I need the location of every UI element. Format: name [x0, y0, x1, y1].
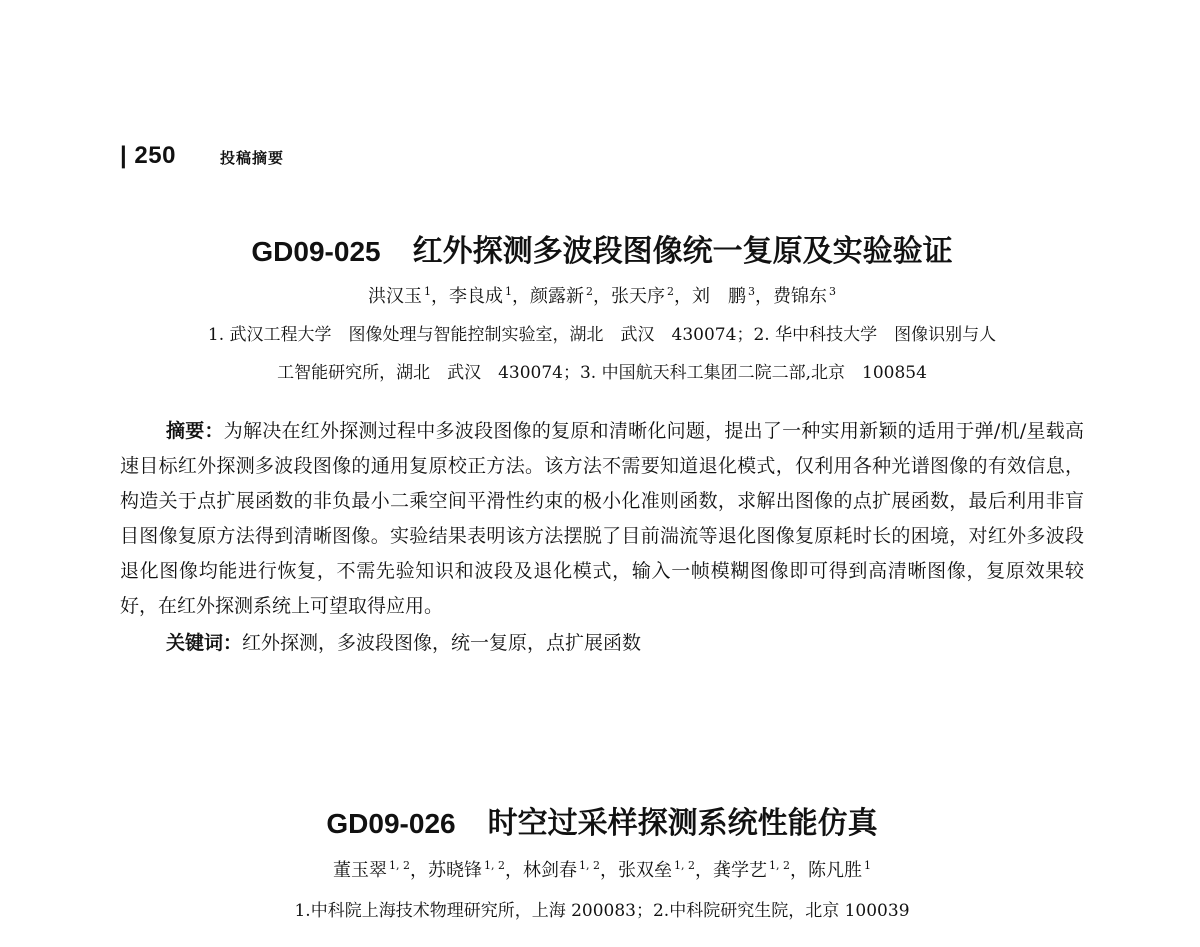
author: 陈凡胜 [808, 860, 862, 881]
article-gd09-025 [120, 232, 1084, 661]
article-title-text: 时空过采样探测系统性能仿真 [487, 806, 878, 841]
affiliation-line-1: 1. 武汉工程大学 图像处理与智能控制实验室，湖北 武汉 430074；2. 华中科技大学 图像识别与人 [207, 325, 997, 345]
abstract-text: 为解决在红外探测过程中多波段图像的复原和清晰化问题，提出了一种实用新颖的适用于弹/机/星载高速目标红外探测多波段图像的通用复原校正方法。该方法不需要知道退化模式，仅利用各种光谱图像的有效信息，构造关于点扩展函数的非负最小二乘空间平滑性约束的极小化准则函数，求解出图像的点扩展函数，最后利用非盲目图像复原方法得到清晰图像。实验结果表明该方法摆脱了目前湍流等退化图像复原耗时长的困境，对红外多波段退化图像均能进行恢复，不需先验知识和波段及退化模式，输入一帧模糊图像即可得到高清晰图像，复原效果较好，在红外探测系统上可望取得应用。 [120, 420, 1084, 617]
article-code: GD09-025 [251, 236, 381, 267]
article-title-text: 红外探测多波段图像统一复原及实验验证 [412, 234, 953, 269]
author-affiliation-mark: 1, 2 [389, 859, 410, 872]
author: 董玉翠 [333, 860, 387, 881]
keywords-label: 关键词： [166, 632, 243, 654]
author-affiliation-mark: 1 [864, 859, 871, 872]
affiliation-line-1: 1.中科院上海技术物理研究所，上海 200083；2.中科院研究生院，北京 100039 [294, 901, 910, 921]
affiliation-line-2: 工智能研究所，湖北 武汉 430074；3. 中国航天科工集团二院二部,北京 100854 [277, 363, 927, 383]
author-affiliation-mark: 1, 2 [579, 859, 600, 872]
author-affiliation-mark: 3 [748, 285, 755, 298]
author-list: 董玉翠 $^{1, 2}$，苏晓锋 $^{1, 2}$，林剑春 $^{1, 2}$，张双垒 $^{1, 2}$，龚学艺 $^{1, 2}$，陈凡胜 $^1$ [333, 859, 871, 881]
author: 苏晓锋 [428, 860, 482, 881]
article-code: GD09-026 [326, 808, 456, 839]
abstract [120, 414, 1084, 624]
author-affiliation-mark: 2 [667, 285, 674, 298]
author-affiliation-mark: 1, 2 [674, 859, 695, 872]
article-title [120, 232, 1084, 272]
author: 林剑春 [523, 860, 577, 881]
author: 张双垒 [618, 860, 672, 881]
author: 费锦东 [773, 286, 827, 307]
author: 刘 鹏 [692, 286, 746, 307]
author-list: 洪汉玉 $^1$，李良成 $^1$，颜露新 $^2$，张天序 $^2$，刘 鹏 $^3$，费锦东 $^3$ [368, 285, 836, 307]
author: 洪汉玉 [368, 286, 422, 307]
author: 龚学艺 [713, 860, 767, 881]
keywords [120, 626, 1084, 661]
article-gd09-026 [120, 804, 1084, 930]
author: 张天序 [611, 286, 665, 307]
author-affiliation-mark: 1, 2 [484, 859, 505, 872]
keywords-text: 红外探测，多波段图像，统一复原，点扩展函数 [242, 632, 642, 654]
author-affiliation-mark: 3 [829, 285, 836, 298]
author-affiliation-mark: 2 [586, 285, 593, 298]
page-number: | 250 [120, 142, 176, 169]
section-label: 投稿摘要 [219, 149, 284, 167]
abstract-label: 摘要： [166, 420, 224, 442]
page-header [120, 142, 284, 170]
author: 李良成 [449, 286, 503, 307]
author-affiliation-mark: 1, 2 [769, 859, 790, 872]
author: 颜露新 [530, 286, 584, 307]
author-affiliation-mark: 1 [505, 285, 512, 298]
article-title [120, 804, 1084, 844]
author-affiliation-mark: 1 [424, 285, 431, 298]
